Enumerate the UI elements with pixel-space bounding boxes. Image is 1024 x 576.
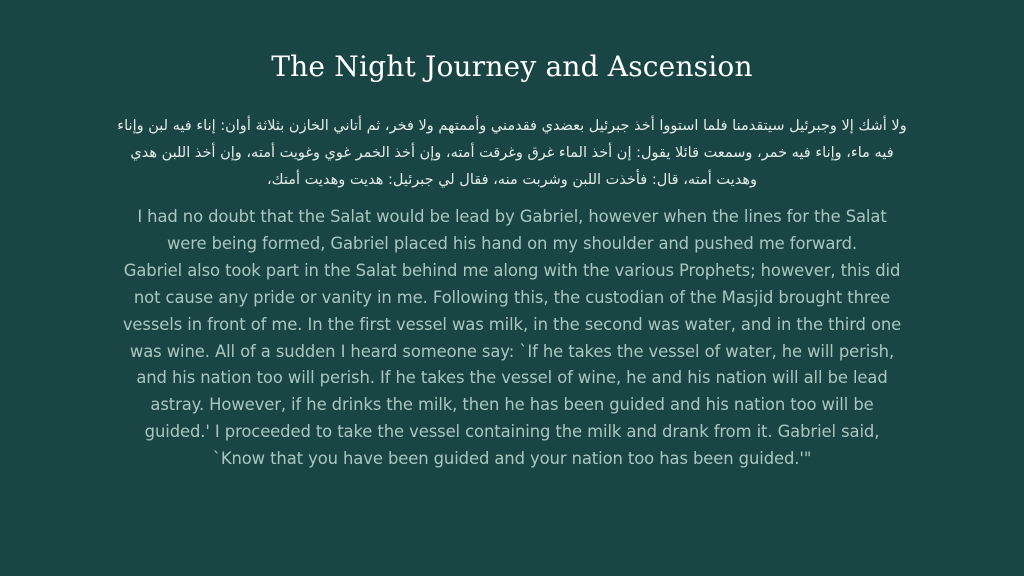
english-line: guided.' I proceeded to take the vessel containing the milk and drank from it. Gabriel said, — [144, 422, 880, 442]
arabic-text-block — [60, 113, 964, 194]
english-line: Gabriel also took part in the Salat behind me along with the various Prophets; however, this did — [123, 260, 901, 280]
english-translation-block — [50, 204, 974, 473]
arabic-line: وهديت أمته، قال: فأخذت اللبن وشربت منه، فقال لي جبرئيل: هديت وهديت أمتك، — [267, 172, 757, 188]
english-line: were being formed, Gabriel placed his hand on my shoulder and pushed me forward. — [166, 233, 858, 253]
english-line: and his nation too will perish. If he takes the vessel of wine, he and his nation will all be lead — [136, 368, 888, 388]
arabic-line: فيه ماء، وإناء فيه خمر، وسمعت قائلا يقول: إن أخذ الماء غرق وغرقت أمته، وإن أخذ الخمر غوي وغويت أمته، وإن أخذ اللبن هدي — [130, 145, 894, 161]
english-line: I had no doubt that the Salat would be lead by Gabriel, however when the lines for the Salat — [137, 207, 887, 226]
english-line: astray. However, if he drinks the milk, then he has been guided and his nation too will be — [150, 395, 874, 415]
english-line: vessels in front of me. In the first vessel was milk, in the second was water, and in the third one — [122, 314, 902, 334]
english-line: not cause any pride or vanity in me. Following this, the custodian of the Masjid brought three — [133, 287, 891, 307]
english-line: `Know that you have been guided and your nation too has been guided.'" — [212, 449, 812, 469]
arabic-line: ولا أشك إلا وجبرئيل سيتقدمنا فلما استووا أخذ جبرئيل بعضدي فقدمني وأممتهم ولا فخر، ثم أتاني الخازن بثلاثة أوان: إناء فيه لبن وإناء — [117, 118, 907, 134]
slide-title: The Night Journey and Ascension — [271, 50, 753, 83]
english-line: was wine. All of a sudden I heard someone say: `If he takes the vessel of water, he will perish, — [129, 341, 895, 361]
